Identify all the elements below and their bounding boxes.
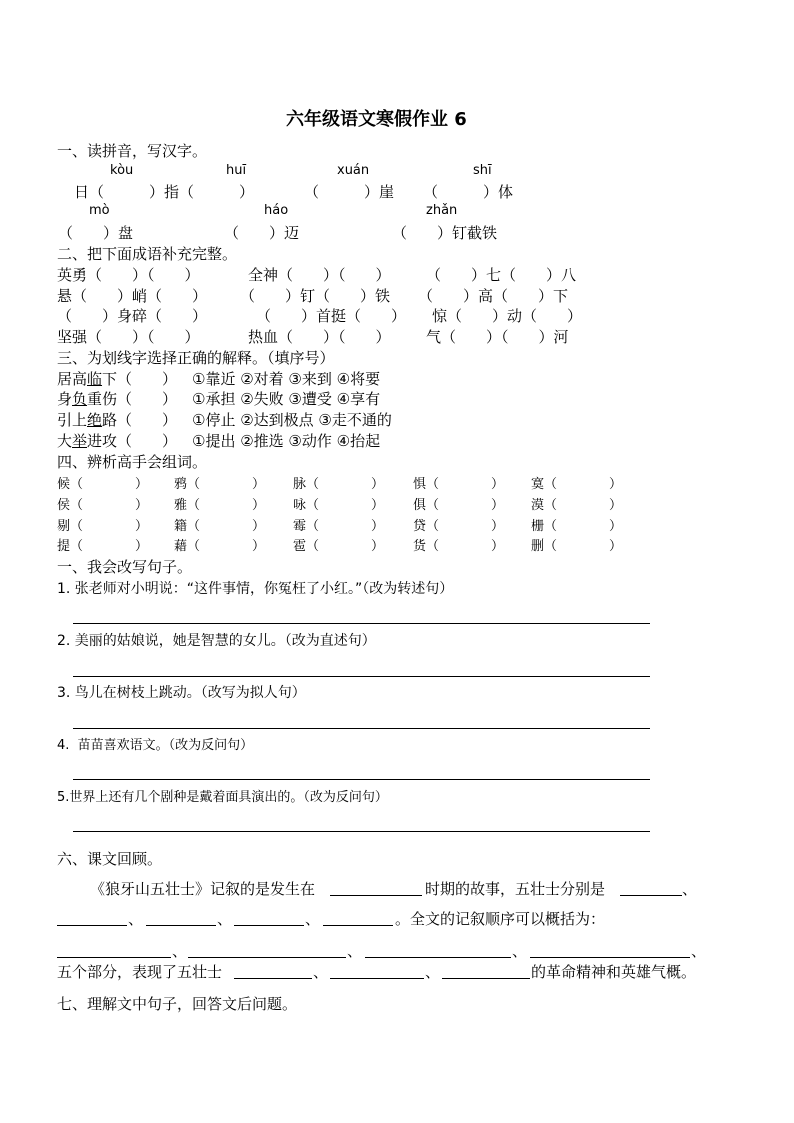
review-text: 。全文的记叙顺序可以概括为： <box>395 910 606 928</box>
char-item: 鸦（ ） <box>174 477 266 492</box>
idiom-item: （ ）身碎（ ） <box>57 307 208 325</box>
word-item: 引上绝路（ ） <box>57 411 178 429</box>
fill-blank[interactable] <box>57 957 171 958</box>
char-item: 脉（ ） <box>293 477 385 492</box>
answer-line[interactable] <box>73 779 650 780</box>
fill-blank[interactable] <box>442 978 530 979</box>
fill-blank[interactable] <box>620 895 682 896</box>
page-title: 六年级语文寒假作业 6 <box>286 109 467 130</box>
word-item: 身负重伤（ ） <box>57 390 178 408</box>
fill-blank[interactable] <box>330 978 424 979</box>
separator: 、 <box>128 910 144 928</box>
char-item: 候（ ） <box>57 477 149 492</box>
char-item: 贷（ ） <box>413 519 505 534</box>
idiom-item: 热血（ ）（ ） <box>248 328 391 346</box>
review-text: 的革命精神和英雄气概。 <box>531 963 697 981</box>
char-item: 寞（ ） <box>531 477 623 492</box>
answer-line[interactable] <box>73 676 650 677</box>
fill-blank[interactable] <box>57 925 127 926</box>
answer-line[interactable] <box>73 831 650 832</box>
section-6-header: 六、课文回顾。 <box>57 850 163 868</box>
char-item: 雅（ ） <box>174 498 266 513</box>
review-text: 《狼牙山五壮士》记叙的是发生在 <box>90 880 316 898</box>
section-3-header: 三、为划线字选择正确的解释。（填序号） <box>57 349 335 367</box>
section-5-header: 一、我会改写句子。 <box>57 558 193 576</box>
separator: 、 <box>425 963 441 981</box>
meaning-options: ①靠近 ②对着 ③来到 ④将要 <box>192 370 381 388</box>
answer-line[interactable] <box>73 623 650 624</box>
separator: 、 <box>313 963 329 981</box>
char-item: 删（ ） <box>531 539 623 554</box>
char-item: 俱（ ） <box>413 498 505 513</box>
fill-blank[interactable] <box>330 895 422 896</box>
fill-blank[interactable] <box>188 957 346 958</box>
section-2-header: 二、把下面成语补充完整。 <box>57 245 238 263</box>
pinyin: shī <box>473 163 492 178</box>
idiom-item: （ ）高（ ）下 <box>418 287 569 305</box>
pinyin: kòu <box>110 163 134 178</box>
meaning-options: ①停止 ②达到极点 ③走不通的 <box>192 411 392 429</box>
section-4-header: 四、辨析高手会组词。 <box>57 453 208 471</box>
idiom-item: 气（ ）（ ）河 <box>426 328 569 346</box>
char-item: 惧（ ） <box>413 477 505 492</box>
sentence-item: 1. 张老师对小明说：“这件事情，你冤枉了小红。”（改为转述句） <box>57 581 454 597</box>
fill-blank[interactable] <box>234 978 312 979</box>
fill-item: （ ）崖 <box>304 183 395 201</box>
fill-blank[interactable] <box>365 957 511 958</box>
char-item: 漠（ ） <box>531 498 623 513</box>
char-item: 栅（ ） <box>531 519 623 534</box>
fill-item: （ ）体 <box>423 183 514 201</box>
answer-line[interactable] <box>73 728 650 729</box>
char-item: 藉（ ） <box>174 539 266 554</box>
fill-blank[interactable] <box>530 957 690 958</box>
idiom-item: 坚强（ ）（ ） <box>57 328 200 346</box>
idiom-item: 惊（ ）动（ ） <box>432 307 583 325</box>
word-item: 居高临下（ ） <box>57 370 178 388</box>
sentence-item: 5.世界上还有几个剧种是戴着面具演出的。（改为反问句） <box>57 790 388 805</box>
meaning-options: ①承担 ②失败 ③遭受 ④享有 <box>192 390 381 408</box>
idiom-item: 悬（ ）峭（ ） <box>57 287 208 305</box>
idiom-item: （ ）首挺（ ） <box>256 307 407 325</box>
sentence-item: 4. 苗苗喜欢语文。（改为反问句） <box>57 738 254 753</box>
fill-item: （ ）钉截铁 <box>392 224 498 242</box>
review-text: 五个部分，表现了五壮士 <box>57 963 223 981</box>
fill-item: （ ）盘 <box>58 224 134 242</box>
separator: 、 <box>172 942 188 960</box>
separator: 、 <box>512 942 528 960</box>
word-item: 大举进攻（ ） <box>57 432 178 450</box>
meaning-options: ①提出 ②推选 ③动作 ④抬起 <box>192 432 381 450</box>
char-item: 霉（ ） <box>293 519 385 534</box>
pinyin: zhǎn <box>426 203 458 218</box>
char-item: 提（ ） <box>57 539 149 554</box>
pinyin: huī <box>226 163 247 178</box>
section-1-header: 一、读拼音，写汉字。 <box>57 142 208 160</box>
fill-blank[interactable] <box>234 925 304 926</box>
fill-item: 日（ ）指（ ） <box>74 183 255 201</box>
separator: 、 <box>305 910 321 928</box>
sentence-item: 3. 鸟儿在树枝上跳动。（改写为拟人句） <box>57 685 306 701</box>
fill-item: （ ）迈 <box>224 224 300 242</box>
idiom-item: 全神（ ）（ ） <box>248 266 391 284</box>
char-item: 籍（ ） <box>174 519 266 534</box>
review-text: 时期的故事，五壮士分别是 <box>425 880 606 898</box>
separator: 、 <box>682 880 698 898</box>
char-item: 咏（ ） <box>293 498 385 513</box>
section-7-header: 七、理解文中句子，回答文后问题。 <box>57 995 298 1013</box>
pinyin: háo <box>264 203 289 218</box>
char-item: 雹（ ） <box>293 539 385 554</box>
fill-blank[interactable] <box>323 925 393 926</box>
char-item: 货（ ） <box>413 539 505 554</box>
char-item: 侯（ ） <box>57 498 149 513</box>
separator: 、 <box>217 910 233 928</box>
pinyin: xuán <box>337 163 370 178</box>
idiom-item: （ ）钉（ ）铁 <box>240 287 391 305</box>
separator: 、 <box>347 942 363 960</box>
char-item: 剔（ ） <box>57 519 149 534</box>
pinyin: mò <box>89 203 110 218</box>
idiom-item: 英勇（ ）（ ） <box>57 266 200 284</box>
fill-blank[interactable] <box>146 925 216 926</box>
separator: 、 <box>691 942 707 960</box>
sentence-item: 2. 美丽的姑娘说，她是智慧的女儿。（改为直述句） <box>57 633 376 649</box>
idiom-item: （ ）七（ ）八 <box>426 266 577 284</box>
